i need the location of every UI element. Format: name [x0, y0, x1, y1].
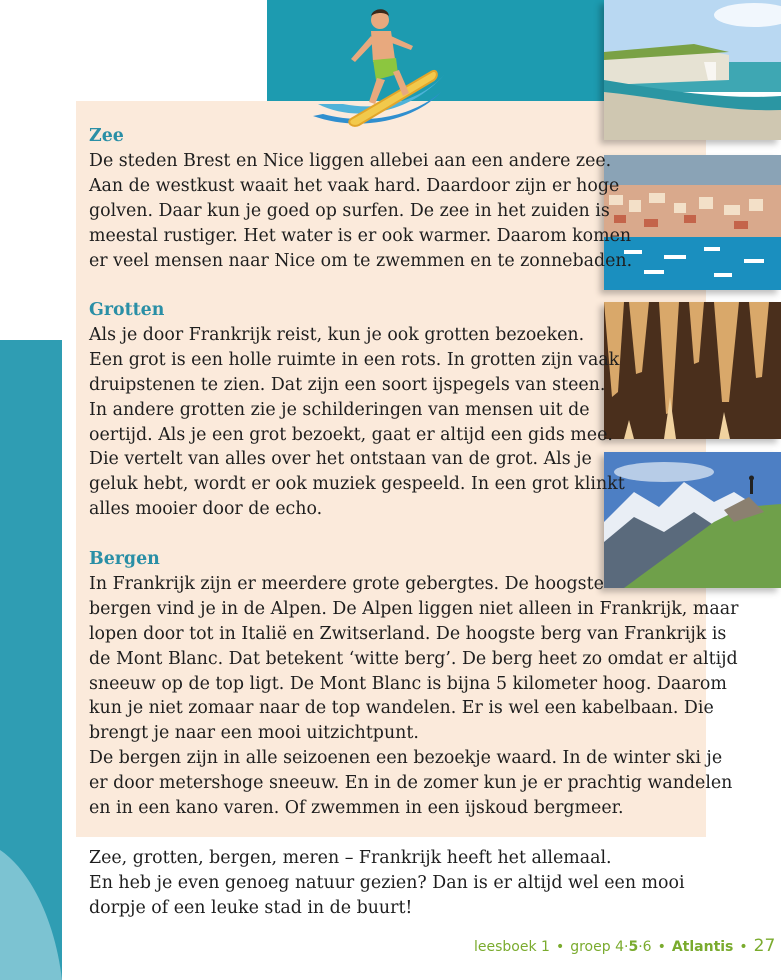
section-bergen	[89, 547, 738, 821]
paragraph-line: er veel mensen naar Nice om te zwemmen en te zonnebaden.	[89, 250, 633, 271]
paragraph-line: brengt je naar een mooi uitzichtpunt.	[89, 723, 419, 744]
paragraph-line: Aan de westkust waait het vaak hard. Daardoor zijn er hoge	[89, 175, 620, 196]
section-zee	[89, 124, 632, 273]
paragraph-line: Zee, grotten, bergen, meren – Frankrijk heeft het allemaal.	[89, 848, 612, 868]
paragraph-line: De bergen zijn in alle seizoenen een bezoekje waard. In de winter ski je	[89, 748, 723, 769]
footer-series: Atlantis	[671, 939, 734, 955]
paragraph-line: en in een kano varen. Of zwemmen in een ijskoud bergmeer.	[89, 798, 624, 819]
closing-paragraph	[89, 846, 685, 921]
paragraph-line: meestal rustiger. Het water is er ook warmer. Daarom komen	[89, 225, 632, 246]
paragraph-line: lopen door tot in Italië en Zwitserland. De hoogste berg van Frankrijk is	[89, 623, 727, 644]
paragraph-line: Als je door Frankrijk reist, kun je ook grotten bezoeken.	[89, 324, 585, 345]
surfer-illustration	[313, 4, 448, 136]
section-heading: Grotten	[89, 300, 165, 320]
paragraph-line: En heb je even genoeg natuur gezien? Dan is er altijd wel een mooi	[89, 872, 685, 893]
paragraph-line: druipstenen te zien. Dat zijn een soort ijspegels van steen.	[89, 374, 606, 395]
section-grotten	[89, 298, 625, 522]
paragraph-line: golven. Daar kun je goed op surfen. De zee in het zuiden is	[89, 200, 610, 221]
footer-group-highlight: 5	[628, 939, 639, 955]
section-heading: Bergen	[89, 549, 160, 569]
paragraph-line: In andere grotten zie je schilderingen van mensen uit de	[89, 399, 590, 420]
paragraph-line: de Mont Blanc. Dat betekent ‘witte berg’. De berg heet zo omdat er altijd	[89, 648, 738, 669]
cave-stalactite-photo	[604, 302, 781, 439]
footer-group-suffix: 6	[642, 939, 652, 955]
paragraph-line: Een grot is een holle ruimte in een rots. In grotten zijn vaak	[89, 349, 620, 370]
left-decor-curve	[0, 850, 62, 980]
footer-book: leesboek 1	[474, 939, 550, 955]
page-footer: leesboek 1 • groep 4·5·6 • Atlantis • 27	[474, 936, 776, 956]
footer-group-prefix: groep 4	[570, 939, 624, 955]
paragraph-line: dorpje of een leuke stad in de buurt!	[89, 897, 413, 918]
page-number: 27	[753, 936, 776, 956]
paragraph-line: Die vertelt van alles over het ontstaan van de grot. Als je	[89, 449, 592, 470]
paragraph-line: kun je niet zomaar naar de top wandelen. Er is wel een kabelbaan. Die	[89, 698, 714, 719]
paragraph-line: alles mooier door de echo.	[89, 499, 323, 520]
paragraph-line: er door metershoge sneeuw. En in de zomer kun je er prachtig wandelen	[89, 773, 733, 794]
paragraph-line: oertijd. Als je een grot bezoekt, gaat er altijd een gids mee.	[89, 424, 613, 445]
paragraph-line: bergen vind je in de Alpen. De Alpen liggen niet alleen in Frankrijk, maar	[89, 598, 739, 619]
paragraph-line: De steden Brest en Nice liggen allebei aan een andere zee.	[89, 150, 612, 171]
section-heading: Zee	[89, 126, 124, 146]
coast-cliff-photo	[604, 0, 781, 140]
paragraph-line: geluk hebt, wordt er ook muziek gespeeld. In een grot klinkt	[89, 474, 625, 495]
paragraph-line: In Frankrijk zijn er meerdere grote gebergtes. De hoogste	[89, 573, 604, 594]
paragraph-line: sneeuw op de top ligt. De Mont Blanc is bijna 5 kilometer hoog. Daarom	[89, 673, 727, 694]
